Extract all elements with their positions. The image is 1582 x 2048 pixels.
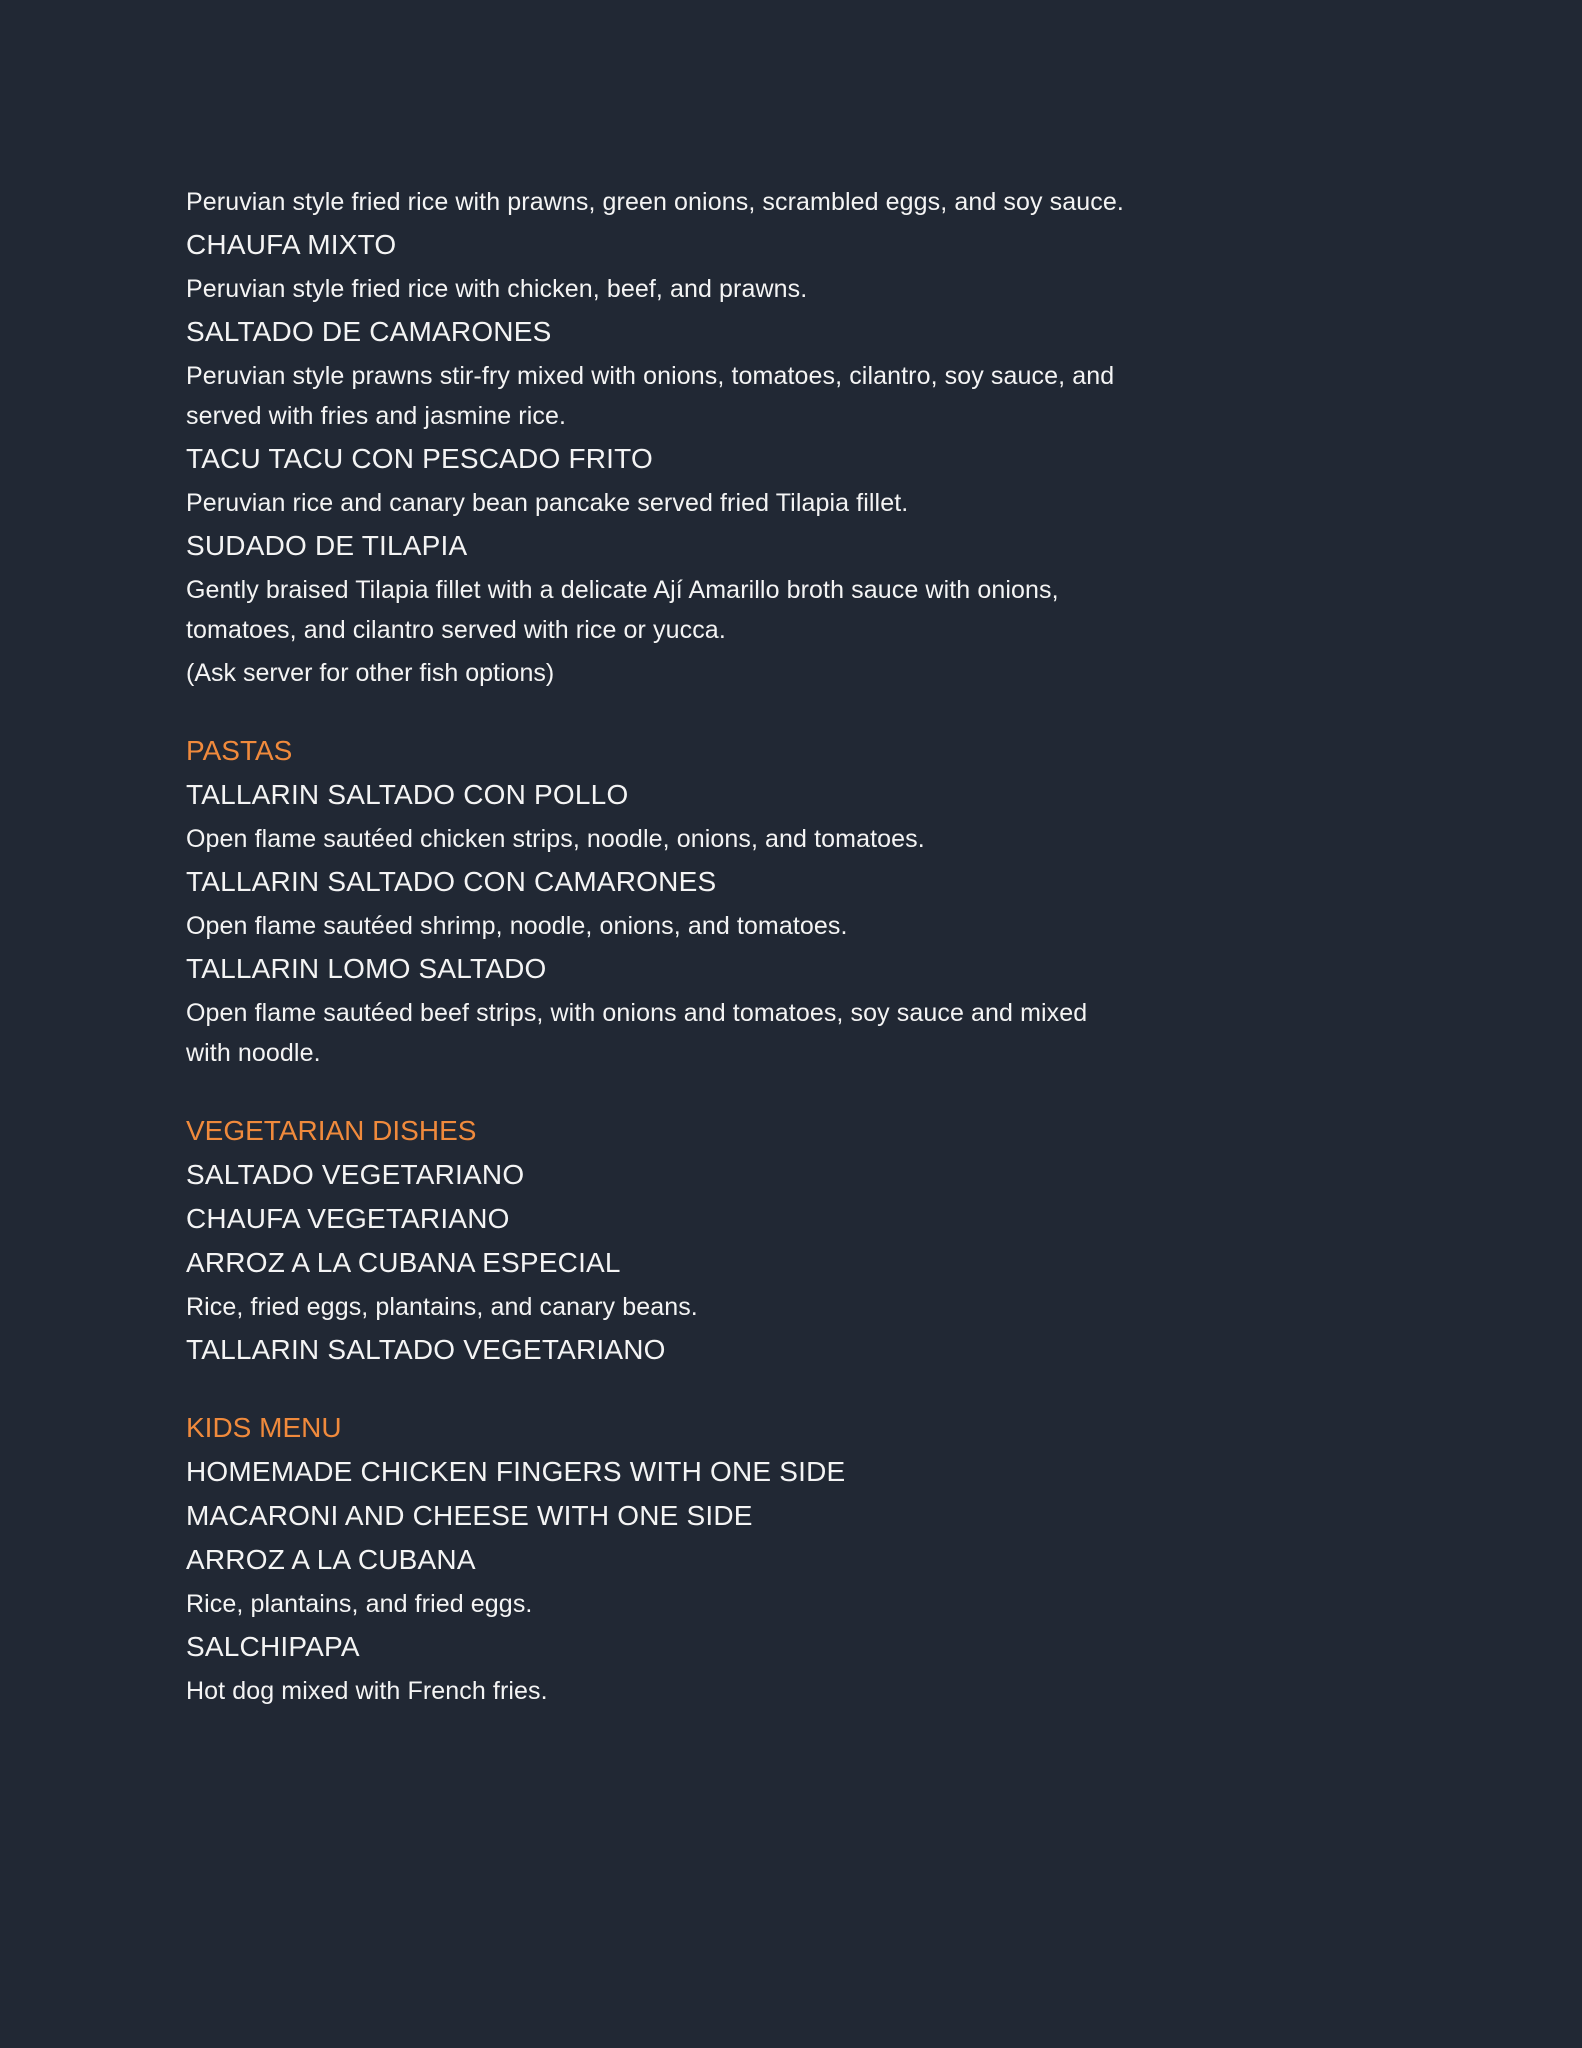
item-description: Rice, fried eggs, plantains, and canary beans. bbox=[186, 1293, 698, 1321]
item-name: SALTADO VEGETARIANO bbox=[186, 1159, 525, 1190]
item-name: SALCHIPAPA bbox=[186, 1631, 360, 1662]
item-description: Peruvian rice and canary bean pancake served fried Tilapia fillet. bbox=[186, 489, 909, 517]
item-name: ARROZ A LA CUBANA ESPECIAL bbox=[186, 1247, 621, 1278]
item-description: Rice, plantains, and fried eggs. bbox=[186, 1590, 533, 1618]
item-name: ARROZ A LA CUBANA bbox=[186, 1544, 476, 1575]
item-name: TALLARIN SALTADO CON POLLO bbox=[186, 779, 629, 810]
item-description: Hot dog mixed with French fries. bbox=[186, 1677, 548, 1705]
item-name: CHAUFA MIXTO bbox=[186, 229, 397, 260]
menu-content bbox=[186, 182, 1126, 1714]
item-name: TALLARIN SALTADO CON CAMARONES bbox=[186, 866, 717, 897]
item-name: TACU TACU CON PESCADO FRITO bbox=[186, 443, 653, 474]
vegetarian-section bbox=[186, 1111, 1126, 1370]
section-title: VEGETARIAN DISHES bbox=[186, 1115, 477, 1146]
item-description: Gently braised Tilapia fillet with a delicate Ají Amarillo broth sauce with onions, tomatoes, and cilantro served with rice or yucca. bbox=[186, 576, 1059, 644]
item-description: Open flame sautéed shrimp, noodle, onions, and tomatoes. bbox=[186, 912, 848, 940]
item-description: Peruvian style fried rice with prawns, green onions, scrambled eggs, and soy sauce. bbox=[186, 188, 1124, 216]
item-name: CHAUFA VEGETARIANO bbox=[186, 1203, 510, 1234]
item-name: HOMEMADE CHICKEN FINGERS WITH ONE SIDE bbox=[186, 1456, 846, 1487]
item-description: Peruvian style prawns stir-fry mixed with onions, tomatoes, cilantro, soy sauce, and served with fries and jasmine rice. bbox=[186, 362, 1115, 430]
item-description: Open flame sautéed chicken strips, noodle, onions, and tomatoes. bbox=[186, 825, 925, 853]
section-title: KIDS MENU bbox=[186, 1412, 342, 1443]
fish-options-note: (Ask server for other fish options) bbox=[186, 659, 555, 687]
item-name: MACARONI AND CHEESE WITH ONE SIDE bbox=[186, 1500, 753, 1531]
item-name: TALLARIN SALTADO VEGETARIANO bbox=[186, 1334, 666, 1365]
item-name: SUDADO DE TILAPIA bbox=[186, 530, 468, 561]
kids-menu-section bbox=[186, 1408, 1126, 1711]
section-title: PASTAS bbox=[186, 735, 293, 766]
continued-section bbox=[186, 182, 1126, 693]
item-description: Peruvian style fried rice with chicken, beef, and prawns. bbox=[186, 275, 808, 303]
item-description: Open flame sautéed beef strips, with onions and tomatoes, soy sauce and mixed with noodle. bbox=[186, 999, 1088, 1067]
item-name: SALTADO DE CAMARONES bbox=[186, 316, 552, 347]
item-name: TALLARIN LOMO SALTADO bbox=[186, 953, 547, 984]
pastas-section bbox=[186, 731, 1126, 1073]
